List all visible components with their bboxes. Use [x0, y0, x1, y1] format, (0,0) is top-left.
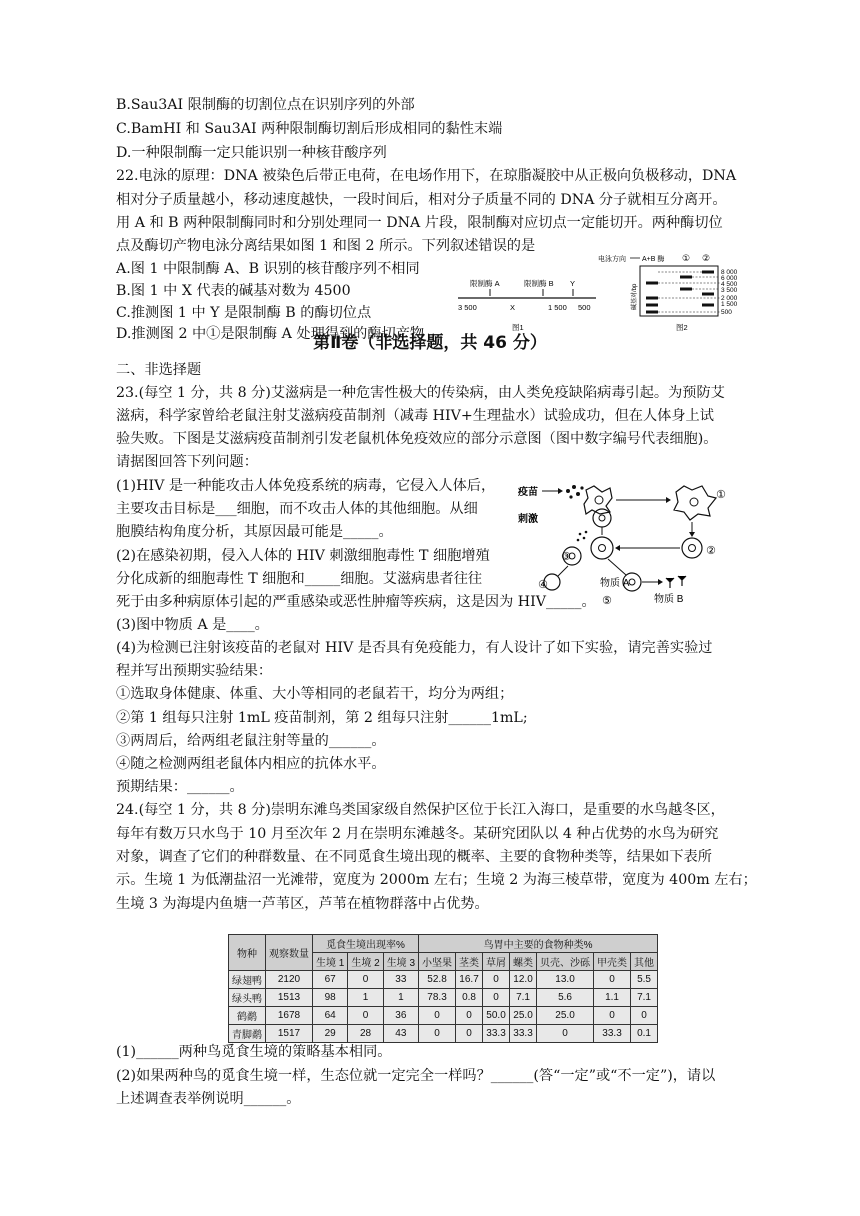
table-cell: 0 — [483, 971, 510, 989]
question-24-stem: 生境 3 为海堤内鱼塘一芦苇区，芦苇在植物群落中占优势。 — [116, 896, 489, 912]
size-4500: 4 500 — [721, 281, 738, 288]
segment-1500: 1 500 — [548, 303, 567, 312]
option-c-21: C.BamHI 和 Sau3AI 两种限制酶切割后形成相同的黏性末端 — [116, 121, 503, 137]
question-22-stem: 22.电泳的原理：DNA 被染色后带正电荷，在电场作用下，在琼脂凝胶中从正极向负极移动，DNA — [116, 168, 737, 184]
header-habitat-1: 生境 1 — [313, 953, 348, 971]
question-23-1: 主要攻击目标是___细胞，而不攻击人体的其他细胞。从细 — [116, 501, 478, 517]
question-24-stem: 对象，调查了它们的种群数量、在不同觅食生境出现的概率、主要的食物种类等，结果如下表所 — [116, 849, 712, 865]
table-header-row — [229, 935, 658, 953]
header-nuts: 小坚果 — [419, 953, 456, 971]
enzyme-a-label: 限制酶 A — [470, 279, 500, 288]
table-cell: 1 — [383, 989, 418, 1007]
table-cell: 0.8 — [456, 989, 483, 1007]
header-food-types: 鸟胃中主要的食物种类% — [419, 935, 658, 953]
size-3500: 3 500 — [721, 287, 738, 294]
table-cell: 0 — [594, 1007, 631, 1025]
stimulus-label: 刺激 — [518, 514, 538, 525]
table-cell: 25.0 — [510, 1007, 537, 1025]
header-species: 物种 — [229, 935, 266, 971]
table-cell: 1517 — [266, 1025, 313, 1043]
size-6000: 6 000 — [721, 275, 738, 282]
question-23-1: 胞膜结构角度分析，其原因最可能是_____。 — [116, 524, 393, 540]
option-c-22: C.推测图 1 中 Y 是限制酶 B 的酶切位点 — [116, 305, 372, 321]
b-cell-icon — [591, 537, 613, 559]
table-cell: 28 — [348, 1025, 383, 1043]
experiment-step-4: ④随之检测两组老鼠体内相应的抗体水平。 — [116, 756, 386, 772]
header-snails: 螺类 — [510, 953, 537, 971]
y-label: Y — [570, 279, 576, 288]
enzyme-b-label: 限制酶 B — [524, 279, 554, 288]
table-cell: 0 — [456, 1007, 483, 1025]
question-24-2: (2)如果两种鸟的觅食生境一样，生态位就一定完全一样吗？______(答“一定”或“不一定”)，请以 — [116, 1068, 716, 1084]
header-habitat-3: 生境 3 — [383, 953, 418, 971]
option-d-21: D.一种限制酶一定只能识别一种核苷酸序列 — [116, 145, 387, 161]
segment-3500: 3 500 — [458, 303, 477, 312]
table-cell: 2120 — [266, 971, 313, 989]
table-cell: 33.3 — [510, 1025, 537, 1043]
header-habitat-2: 生境 2 — [348, 953, 383, 971]
expected-result: 预期结果：______。 — [116, 779, 244, 795]
question-22-stem: 相对分子质量越小，移动速度越快，一段时间后，相对分子质量不同的 DNA 分子就相互分离开。 — [116, 192, 727, 208]
segment-500: 500 — [578, 303, 591, 312]
vaccine-label: 疫苗 — [518, 487, 538, 498]
table-cell: 50.0 — [483, 1007, 510, 1025]
section-title: 第Ⅱ卷（非选择题，共 46 分） — [313, 333, 547, 353]
table-cell: 0 — [348, 1007, 383, 1025]
question-23-2: (2)在感染初期，侵入人体的 HIV 刺激细胞毒性 T 细胞增殖 — [116, 548, 490, 564]
table-row — [229, 1007, 658, 1025]
header-grass: 草屑 — [483, 953, 510, 971]
question-23-4: (4)为检测已注射该疫苗的老鼠对 HIV 是否具有免疫能力，有人设计了如下实验，请完善实验过 — [116, 640, 713, 656]
question-23-4: 程并写出预期实验结果： — [116, 663, 273, 679]
header-crustaceans: 甲壳类 — [594, 953, 631, 971]
header-other: 其他 — [631, 953, 658, 971]
table-cell: 0 — [419, 1025, 456, 1043]
header-count: 观察数量 — [266, 935, 313, 971]
direction-label: 电泳方向 — [598, 256, 626, 263]
question-23-1: (1)HIV 是一种能攻击人体免疫系统的病毒，它侵入人体后， — [116, 478, 496, 494]
table-cell: 0.1 — [631, 1025, 658, 1043]
experiment-step-3: ③两周后，给两组老鼠注射等量的______。 — [116, 733, 386, 749]
segment-x: X — [510, 303, 516, 312]
question-23-3: (3)图中物质 A 是____。 — [116, 617, 269, 633]
species-cell: 青脚鹬 — [229, 1025, 266, 1043]
question-24-stem: 24.(每空 1 分，共 8 分)崇明东滩鸟类国家级自然保护区位于长江入海口，是重要的水鸟越冬区， — [116, 802, 725, 818]
table-cell: 12.0 — [510, 971, 537, 989]
table-cell: 0 — [456, 1025, 483, 1043]
figure-2-gel — [596, 250, 748, 334]
question-24-2: 上述调查表举例说明______。 — [116, 1091, 301, 1107]
table-cell: 98 — [313, 989, 348, 1007]
table-cell: 52.8 — [419, 971, 456, 989]
part-heading: 二、非选择题 — [116, 362, 202, 378]
table-cell: 1.1 — [594, 989, 631, 1007]
table-cell: 67 — [313, 971, 348, 989]
cell-top-icon — [593, 509, 611, 527]
species-cell: 绿头鸭 — [229, 989, 266, 1007]
table-cell: 0 — [594, 971, 631, 989]
question-22-stem: 用 A 和 B 两种限制酶同时和分别处理同一 DNA 片段，限制酶对应切点一定能切开。两种酶切位 — [116, 215, 723, 231]
table-cell: 33.3 — [483, 1025, 510, 1043]
table-cell: 16.7 — [456, 971, 483, 989]
question-23-stem: 滋病，科学家曾给老鼠注射艾滋病疫苗制剂（减毒 HIV+生理盐水）试验成功，但在人体身上试 — [116, 408, 714, 424]
size-1500: 1 500 — [721, 301, 738, 308]
table-row — [229, 1025, 658, 1043]
size-2000: 2 000 — [721, 295, 738, 302]
header-habitat-rate: 觅食生境出现率% — [313, 935, 419, 953]
figure-1-caption: 图1 — [512, 323, 524, 332]
substance-a-label: 物质 A — [600, 578, 630, 589]
table-cell: 78.3 — [419, 989, 456, 1007]
t-cell-icon — [682, 538, 702, 558]
question-24-stem: 每年有数万只水鸟于 10 月至次年 2 月在崇明东滩越冬。某研究团队以 4 种占优势的水鸟为研究 — [116, 826, 719, 842]
question-24-stem: 示。生境 1 为低潮盐沼一光滩带，宽度为 2000m 左右；生境 2 为海三棱草带，宽度为 400m 左右； — [116, 872, 757, 888]
cell-3-label: ③ — [561, 551, 571, 563]
table-cell: 33 — [383, 971, 418, 989]
table-row — [229, 989, 658, 1007]
header-shells: 贝壳、沙砾 — [537, 953, 594, 971]
figure-1-restriction-map — [452, 270, 602, 336]
table-cell: 5.6 — [537, 989, 594, 1007]
table-cell: 0 — [631, 1007, 658, 1025]
question-24-1: (1)______两种鸟觅食生境的策略基本相同。 — [116, 1044, 392, 1060]
table-cell: 36 — [383, 1007, 418, 1025]
macrophage-icon — [674, 486, 716, 520]
option-a-22: A.图 1 中限制酶 A、B 识别的核苷酸序列不相同 — [116, 261, 420, 277]
table-cell: 0 — [419, 1007, 456, 1025]
immune-response-figure — [516, 482, 744, 608]
option-b-21: B.Sau3AI 限制酶的切割位点在识别序列的外部 — [116, 97, 415, 113]
question-22-stem: 点及酶切产物电泳分离结果如图 1 和图 2 所示。下列叙述错误的是 — [116, 238, 536, 254]
table-cell: 25.0 — [537, 1007, 594, 1025]
table-cell: 5.5 — [631, 971, 658, 989]
table-cell: 0 — [483, 989, 510, 1007]
table-cell: 1 — [348, 989, 383, 1007]
table-cell: 7.1 — [631, 989, 658, 1007]
cell-2-label: ② — [706, 545, 716, 557]
table-cell: 0 — [348, 971, 383, 989]
table-row — [229, 971, 658, 989]
question-23-stem: 验失败。下图是艾滋病疫苗制剂引发老鼠机体免疫效应的部分示意图（图中数字编号代表细胞)。 — [116, 431, 718, 447]
lane-ab-label: A+B 酶 — [642, 256, 665, 263]
table-cell: 1513 — [266, 989, 313, 1007]
table-cell: 13.0 — [537, 971, 594, 989]
question-23-stem: 23.(每空 1 分，共 8 分)艾滋病是一种危害性极大的传染病，由人类免疫缺陷病毒引起。为预防艾 — [116, 385, 725, 401]
cell-1-label: ① — [716, 489, 726, 501]
lane-2-label: ② — [702, 253, 711, 263]
option-d-22: D.推测图 2 中①是限制酶 A 处理得到的酶切产物 — [116, 326, 425, 342]
table-cell: 7.1 — [510, 989, 537, 1007]
table-cell: 33.3 — [594, 1025, 631, 1043]
size-8000: 8 000 — [721, 269, 738, 276]
table-cell: 1678 — [266, 1007, 313, 1025]
table-cell: 43 — [383, 1025, 418, 1043]
table-cell: 0 — [537, 1025, 594, 1043]
figure-2-caption: 图2 — [676, 323, 688, 332]
experiment-step-1: ①选取身体健康、体重、大小等相同的老鼠若干，均分为两组； — [116, 686, 514, 702]
species-cell: 绿翅鸭 — [229, 971, 266, 989]
lane-1-label: ① — [682, 253, 691, 263]
question-23-2: 分化成新的细胞毒性 T 细胞和_____细胞。艾滋病患者往往 — [116, 571, 483, 587]
table-cell: 29 — [313, 1025, 348, 1043]
table-cell: 64 — [313, 1007, 348, 1025]
option-b-22: B.图 1 中 X 代表的碱基对数为 4500 — [116, 283, 351, 299]
question-23-2: 死于由多种病原体引起的严重感染或恶性肿瘤等疾病，这是因为 HIV_____。 — [116, 594, 596, 610]
species-cell: 鹤鹬 — [229, 1007, 266, 1025]
question-23-stem: 请据图回答下列问题： — [116, 454, 258, 470]
substance-b-label: 物质 B — [654, 594, 684, 605]
cell-4-label: ④ — [538, 579, 548, 591]
header-stems: 茎类 — [456, 953, 483, 971]
cell-5-label: ⑤ — [602, 595, 612, 607]
size-500: 500 — [721, 309, 732, 316]
y-axis-label: 碱基对/bp — [632, 283, 638, 310]
bird-survey-table — [228, 934, 658, 1043]
experiment-step-2: ②第 1 组每只注射 1mL 疫苗制剂，第 2 组每只注射______1mL; — [116, 710, 528, 726]
